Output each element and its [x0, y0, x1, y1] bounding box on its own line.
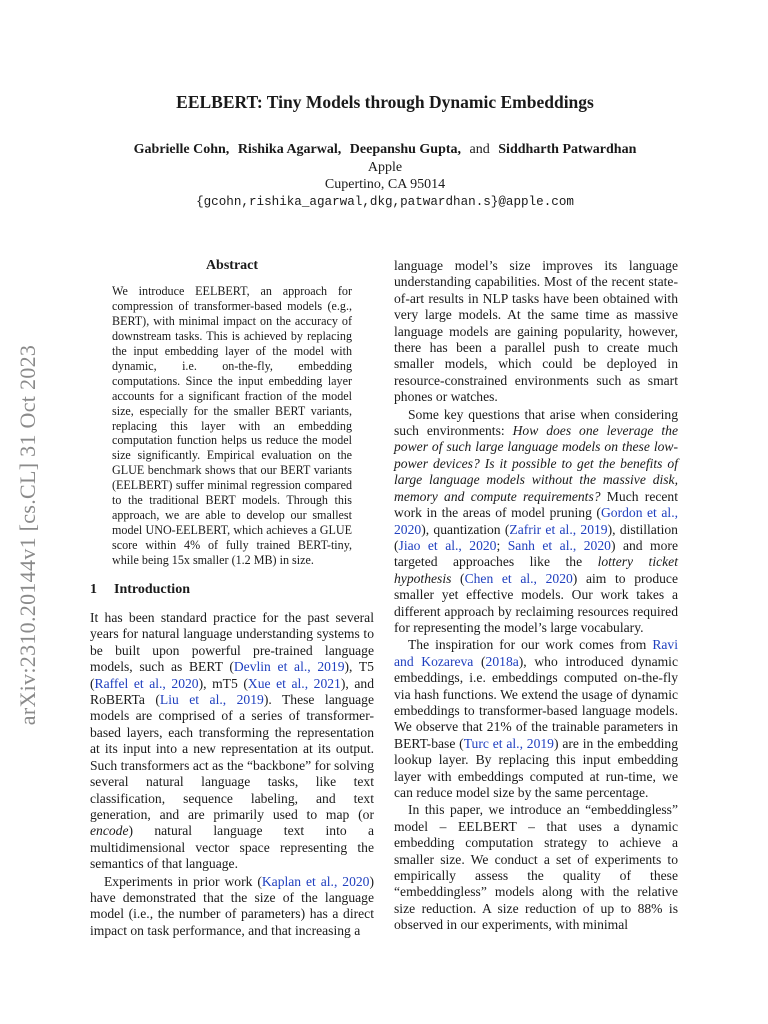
- citation-link[interactable]: Ravi and Kozareva: [394, 637, 678, 669]
- citation-link[interactable]: Turc et al., 2019: [463, 735, 554, 751]
- abstract-text: We introduce EELBERT, an approach for compression of transformer-based models (e.g., BERT), with minimal impact on the accuracy of downstream tasks. This is achieved by replacing the input embedding layer of the model with dynamic, i.e. on-the-fly, embedding computations. Since the input embedding layer accounts for a significant fraction of the model size, especially for the smaller BERT variants, replacing this layer with an embedding computation function helps us reduce the model size significantly. Empirical evaluation on the GLUE benchmark shows that our BERT variants (EELBERT) suffer minimal regression compared to the traditional BERT models. Through this approach, we are able to develop our smallest model UNO-EELBERT, which achieves a GLUE score within 4% of fully trained BERT-tiny, while being 15x smaller (1.2 MB) in size.: [112, 284, 352, 567]
- citation-link[interactable]: Kaplan et al., 2020: [261, 873, 370, 889]
- section-number: 1: [90, 581, 97, 597]
- citation-link[interactable]: 2018a: [485, 653, 519, 669]
- citation-link[interactable]: Xue et al., 2021: [247, 675, 341, 691]
- author-name: Rishika Agarwal,: [237, 142, 342, 157]
- citation-link[interactable]: Raffel et al., 2020: [94, 675, 199, 691]
- intro-paragraph-1: It has been standard practice for the past several years for natural language understanding systems to be built upon powerful pre-trained language models, such as BERT (Devlin et al., 2019), T5 (Raffel et al., 2020), mT5 (Xue et al., 2021), and RoBERTa (Liu et al., 2019). These language models are comprised of a series of transformer-based layers, each transforming the representation at its input into a new representation at its output. Such transformers act as the “backbone” for solving several natural language tasks, like text classification, sequence labeling, and text generation, and are primarily used to map (or encode) natural language text into a multidimensional vector space representing the semantics of that language.: [90, 610, 374, 872]
- author-name: Gabrielle Cohn,: [133, 142, 230, 157]
- paper-title: EELBERT: Tiny Models through Dynamic Embeddings: [176, 92, 594, 112]
- intro-paragraph-2: Experiments in prior work (Kaplan et al., 2020) have demonstrated that the size of the language model (i.e., the number of parameters) has a direct impact on task performance, and that increasing a: [90, 873, 374, 938]
- author-name: Deepanshu Gupta,: [349, 142, 462, 157]
- citation-link[interactable]: Liu et al., 2019: [159, 692, 264, 708]
- author-emails: {gcohn,rishika_agarwal,dkg,patwardhan.s}@apple.com: [196, 194, 574, 209]
- section-title: Introduction: [114, 581, 190, 597]
- intro-paragraph-2-continued: language model’s size improves its language understanding capabilities. Most of the recent state-of-art results in NLP tasks have been obtained with very large models. At the same time as massive language models are gaining popularity, however, there has been a parallel push to create much smaller models, which could be deployed in resource-constrained environments such as smart phones or watches.: [394, 258, 678, 405]
- author-names: [90, 141, 680, 159]
- right-column: [394, 258, 678, 934]
- intro-paragraph-3: Some key questions that arise when considering such environments: How does one leverage the power of such large language models on these low-power devices? Is it possible to get the benefits of large language models without the massive disk, memory and compute requirements? Much recent work in the areas of model pruning (Gordon et al., 2020), quantization (Zafrir et al., 2019), distillation (Jiao et al., 2020; Sanh et al., 2020) and more targeted approaches like the lottery ticket hypothesis (Chen et al., 2020) aim to produce smaller yet effective models. Our work takes a different approach by reclaiming resources required for representing the model’s large vocabulary.: [394, 406, 678, 635]
- citation-link[interactable]: Chen et al., 2020: [464, 570, 573, 586]
- left-column: [90, 258, 374, 939]
- section-heading-introduction: [90, 582, 374, 598]
- arxiv-identifier-stamp: [0, 320, 56, 750]
- abstract-heading: Abstract: [205, 258, 259, 273]
- author-location: Cupertino, CA 95014: [324, 177, 446, 192]
- arxiv-identifier-text: arXiv:2310.20144v1 [cs.CL] 31 Oct 2023: [15, 344, 40, 726]
- author-conjunction: and: [469, 142, 490, 157]
- citation-link[interactable]: Sanh et al., 2020: [507, 537, 611, 553]
- citation-link[interactable]: Zafrir et al., 2019: [509, 521, 608, 537]
- citation-link[interactable]: Jiao et al., 2020: [398, 537, 497, 553]
- intro-paragraph-5: In this paper, we introduce an “embeddingless” model – EELBERT – that uses a dynamic embedding computation strategy to achieve a smaller size. We conduct a set of experiments to empirically assess the quality of these “embeddingless” models along with the relative size reduction. A size reduction of up to 88% is observed in our experiments, with minimal: [394, 802, 678, 933]
- intro-paragraph-4: The inspiration for our work comes from Ravi and Kozareva (2018a), who introduced dynamic embeddings, i.e. embeddings computed on-the-fly via hash functions. We extend the usage of dynamic embeddings to transformer-based language models. We observe that 21% of the trainable parameters in BERT-base (Turc et al., 2019) are in the embedding lookup layer. By replacing this input embedding layer with embeddings computed at run-time, we can reduce model size by the same percentage.: [394, 637, 678, 800]
- author-block: [90, 141, 680, 211]
- citation-link[interactable]: Devlin et al., 2019: [233, 659, 345, 675]
- citation-link[interactable]: Gordon et al., 2020: [394, 505, 678, 537]
- author-affiliation: Apple: [367, 159, 403, 175]
- author-name: Siddharth Patwardhan: [498, 142, 637, 157]
